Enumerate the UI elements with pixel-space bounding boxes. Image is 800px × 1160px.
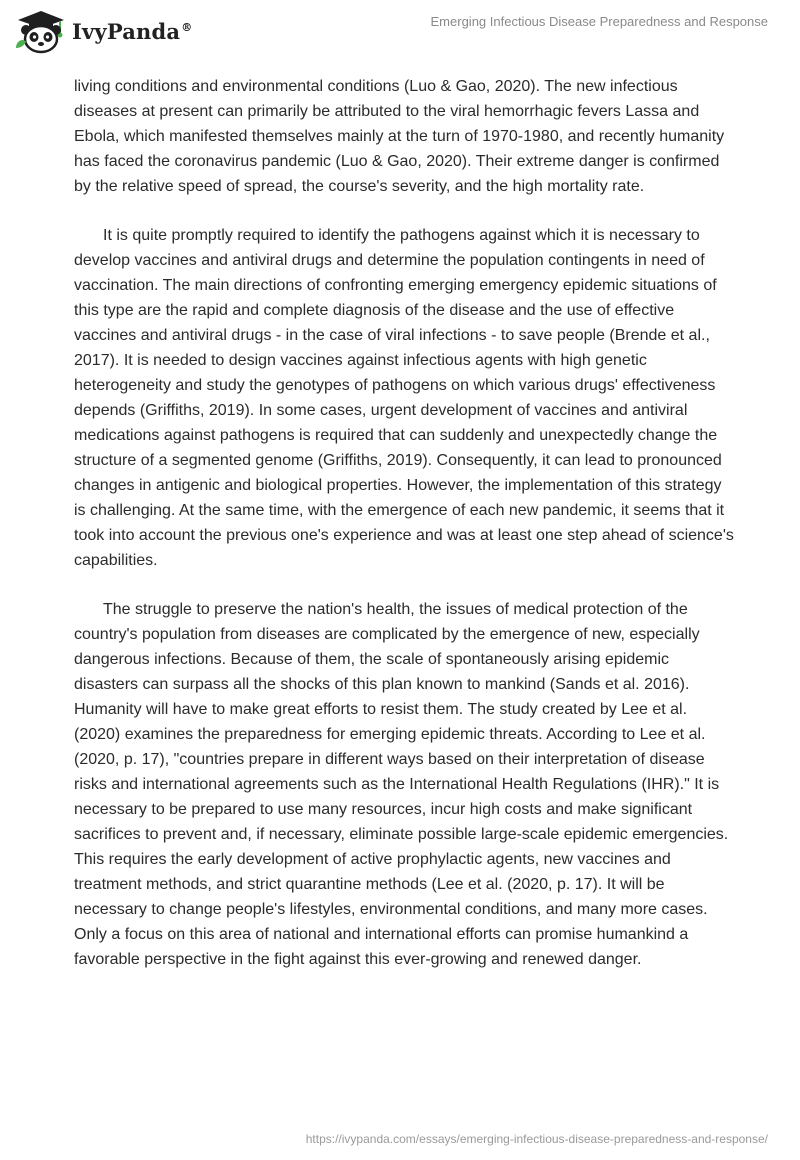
page-header [0,0,800,60]
paragraph-3: The struggle to preserve the nation's health, the issues of medical protection of the country's population from diseases are complicated by the emergence of new, especially dangerous infections. Because of them, the scale of spontaneously arising epidemic disasters can surpass all the shocks of this plan known to mankind (Sands et al. 2016). Humanity will have to make great efforts to resist them. The study created by Lee et al. (2020) examines the preparedness for emerging epidemic threats. According to Lee et al. (2020, p. 17), "countries prepare in different ways based on their interpretation of disease risks and international agreements such as the International Health Regulations (IHR)." It is necessary to be prepared to use many resources, incur high costs and make significant sacrifices to prevent and, if necessary, eliminate possible large-scale epidemic emergencies. This requires the early development of active prophylactic agents, new vaccines and treatment methods, and strict quarantine methods (Lee et al. (2020, p. 17). It will be necessary to change people's lifestyles, environmental conditions, and many more cases. Only a focus on this area of national and international efforts can promise humankind a favorable perspective in the fight against this ever-growing and renewed danger. [74,601,729,968]
panda-graduate-icon [14,8,66,54]
registered-mark: ® [181,20,193,34]
brand-name: IvyPanda® [72,18,193,44]
paragraph-1: living conditions and environmental conditions (Luo & Gao, 2020). The new infectious diseases at present can primarily be attributed to the viral hemorrhagic fevers Lassa and Ebola, which manifested themselves mainly at the turn of 1970-1980, and recently humanity has faced the coronavirus pandemic (Luo & Gao, 2020). Their extreme danger is confirmed by the relative speed of spread, the course's severity, and the high mortality rate. [74,78,725,195]
paragraph-2: It is quite promptly required to identify the pathogens against which it is necessary to develop vaccines and antiviral drugs and determine the population contingents in need of vaccination. The main directions of confronting emerging emergency epidemic situations of this type are the rapid and complete diagnosis of the disease and the use of effective vaccines and antiviral drugs - in the case of viral infections - to save people (Brende et al., 2017). It is needed to design vaccines against infectious agents with high genetic heterogeneity and study the genotypes of pathogens on which various drugs' effectiveness depends (Griffiths, 2019). In some cases, urgent development of vaccines and antiviral medications against pathogens is required that can suddenly and unexpectedly change the structure of a segmented genome (Griffiths, 2019). Consequently, it can lead to pronounced changes in antigenic and biological properties. However, the implementation of this strategy is challenging. At the same time, with the emergence of each new pandemic, it seems that it took into account the previous one's experience and was at least one step ahead of science's capabilities. [74,227,734,569]
essay-body [74,74,734,996]
source-url[interactable]: https://ivypanda.com/essays/emerging-infectious-disease-preparedness-and-response/ [305,1132,768,1146]
ivypanda-logo[interactable] [14,8,192,54]
document-title: Emerging Infectious Disease Preparedness and Response [430,14,768,29]
